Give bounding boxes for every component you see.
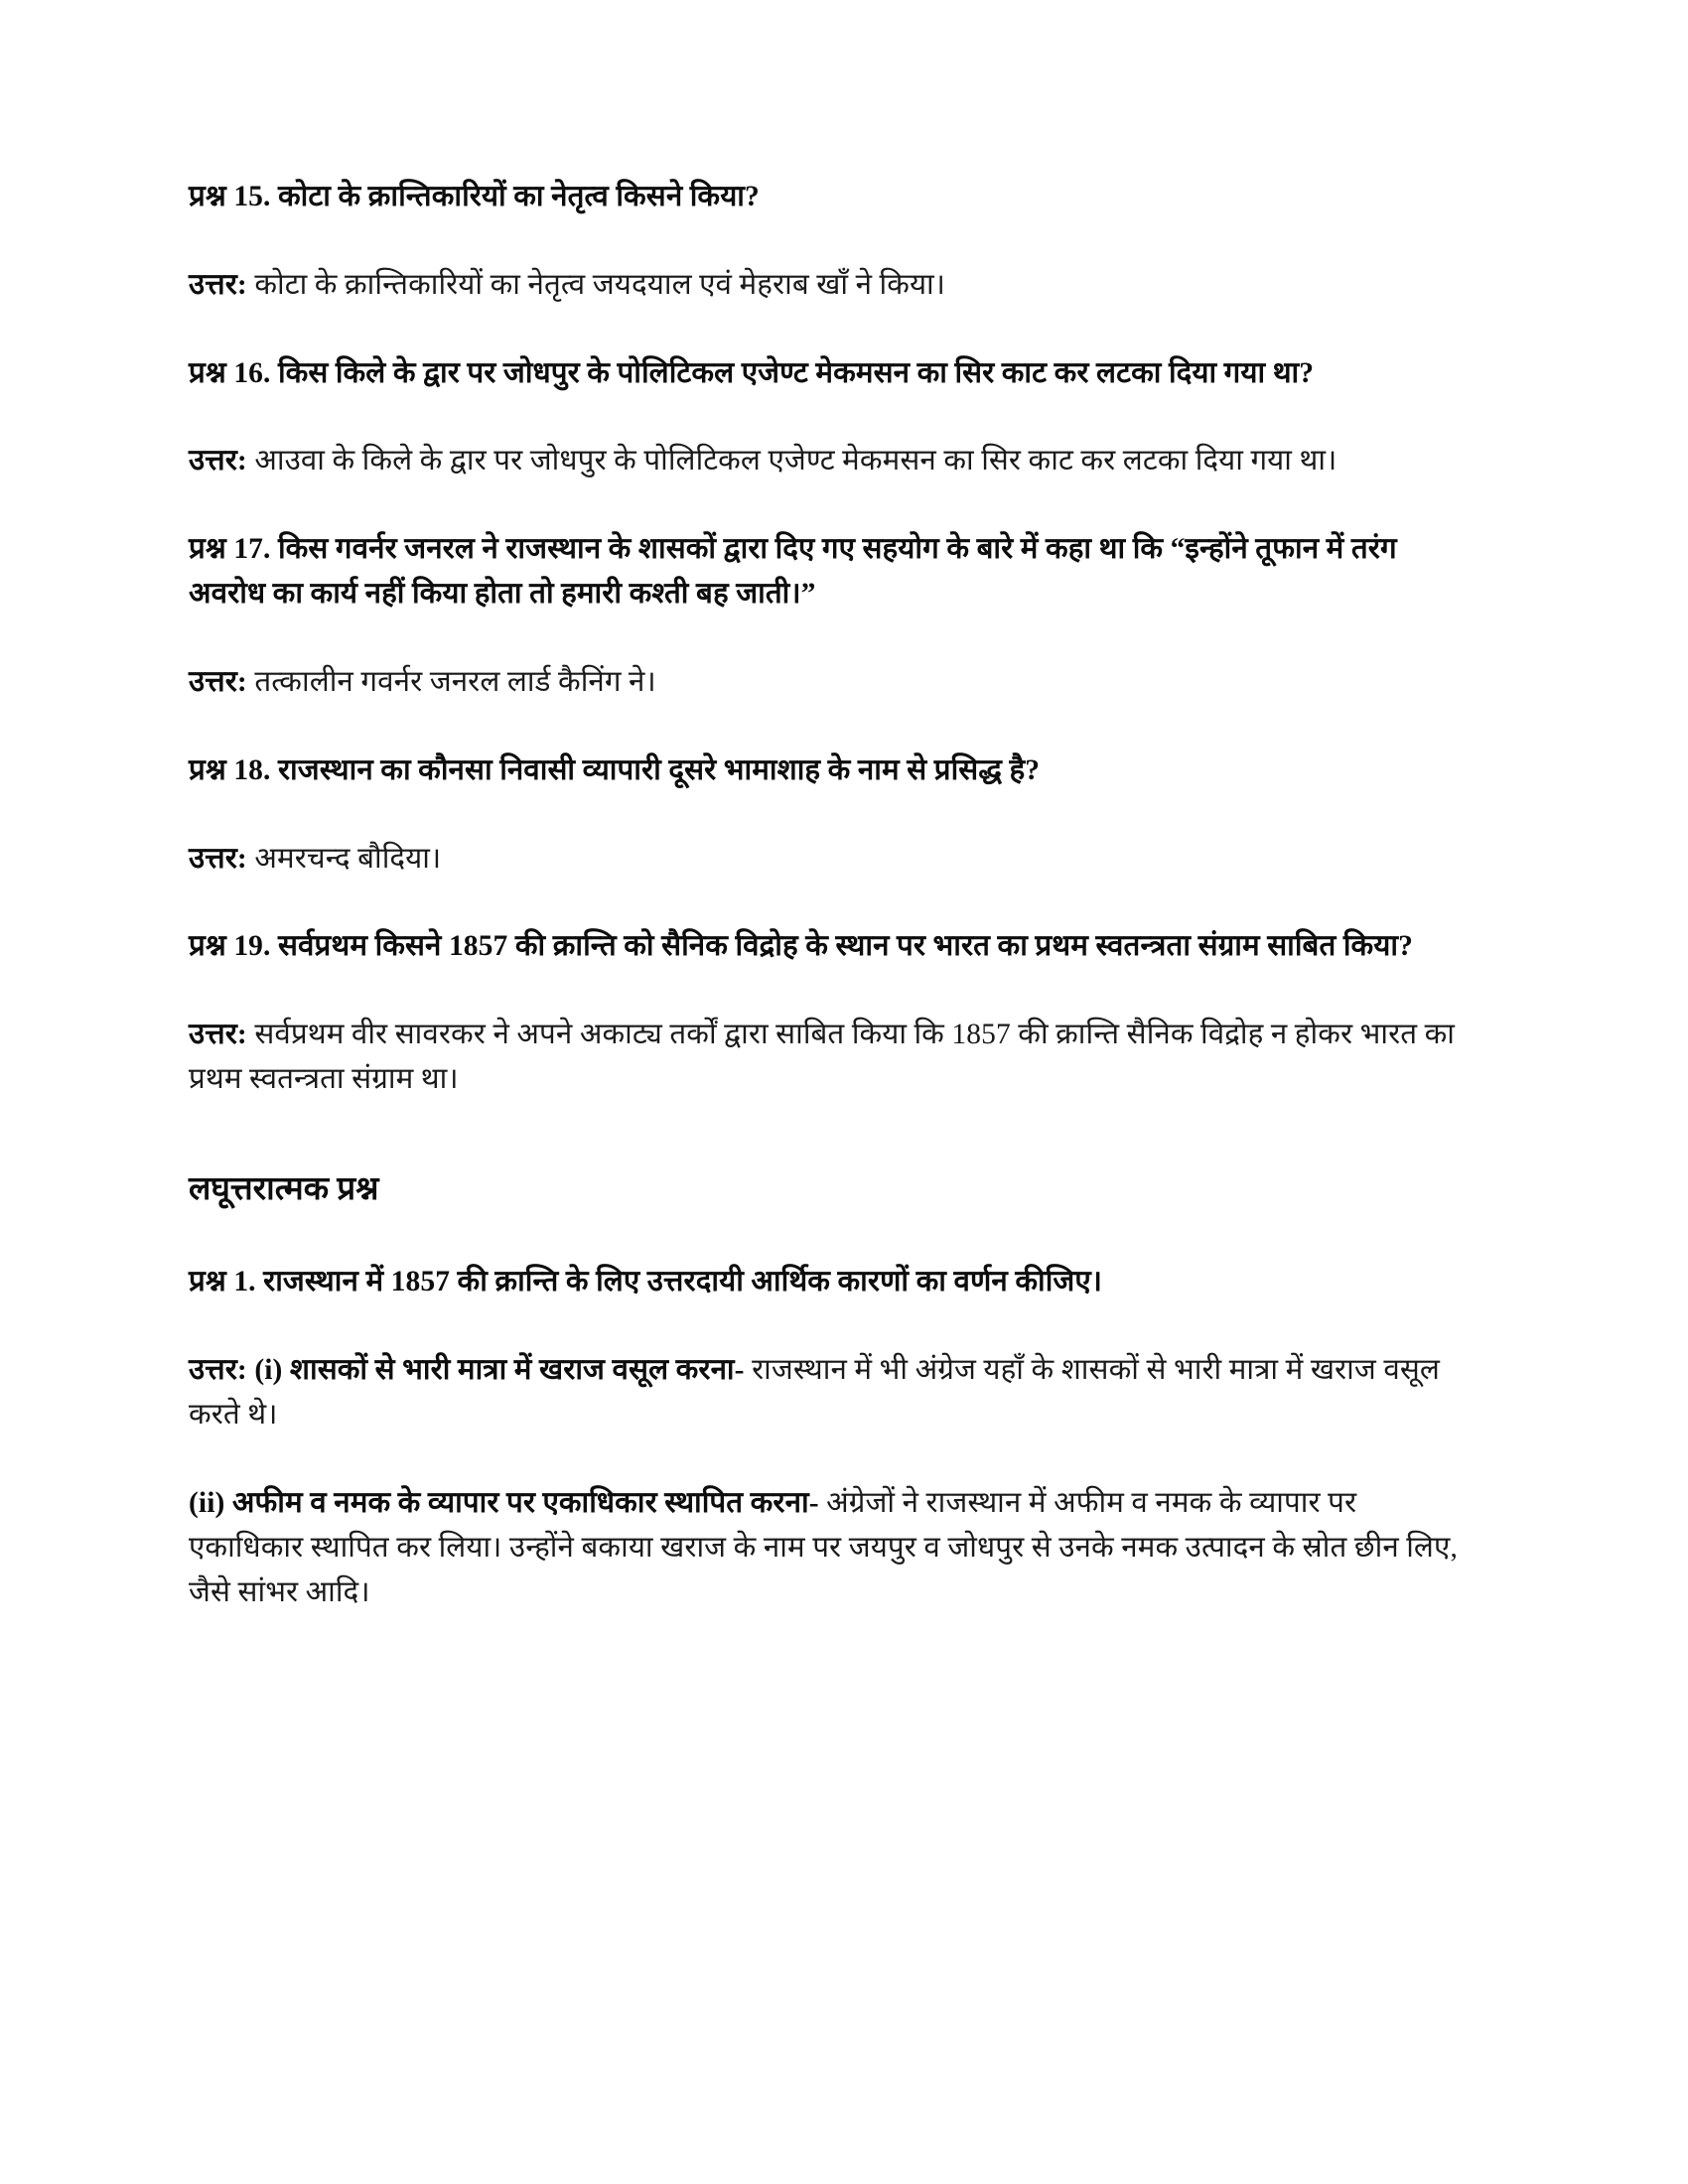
question-16-lead: प्रश्न 16. <box>189 356 271 389</box>
answer-1-point-i-lead: उत्तर: (i) शासकों से भारी मात्रा में खराज वसूल करना- <box>189 1354 745 1387</box>
question-18 <box>189 749 1470 793</box>
question-15-lead: प्रश्न 15. <box>189 181 271 212</box>
answer-18 <box>189 837 1470 882</box>
question-1-lead: प्रश्न 1. <box>189 1266 256 1298</box>
answer-1-point-i <box>189 1348 1470 1437</box>
answer-15-text: कोटा के क्रान्तिकारियों का नेतृत्व जयदयाल एवं मेहराब खाँ ने किया। <box>246 268 946 301</box>
answer-1-point-i-text: राजस्थान में भी अंग्रेज यहाँ के शासकों से भारी मात्रा में खराज वसूल करते थे। <box>189 1354 1440 1432</box>
answer-17-lead: उत्तर: <box>189 665 247 698</box>
section-heading-short-answer: लघूत्तरात्मक प्रश्न <box>189 1170 379 1207</box>
answer-16 <box>189 439 1470 483</box>
question-16 <box>189 351 1470 396</box>
answer-1-point-ii <box>189 1481 1470 1614</box>
page-content <box>189 175 1470 1614</box>
answer-18-lead: उत्तर: <box>189 842 247 875</box>
answer-16-text: आउवा के किले के द्वार पर जोधपुर के पोलिटिकल एजेण्ट मेकमसन का सिर काट कर लटका दिया गया था। <box>246 445 1337 478</box>
answer-17-text: तत्कालीन गवर्नर जनरल लार्ड कैनिंग ने। <box>246 665 656 698</box>
question-19-text: सर्वप्रथम किसने 1857 की क्रान्ति को सैनिक विद्रोह के स्थान पर भारत का प्रथम स्वतन्त्रता संग्राम साबित किया? <box>270 930 1413 963</box>
question-17 <box>189 527 1470 616</box>
question-17-lead: प्रश्न 17. <box>189 533 271 566</box>
answer-15 <box>189 263 1470 308</box>
question-1-text: राजस्थान में 1857 की क्रान्ति के लिए उत्तरदायी आर्थिक कारणों का वर्णन कीजिए। <box>255 1266 1103 1298</box>
answer-15-lead: उत्तर: <box>189 268 247 301</box>
question-18-text: राजस्थान का कौनसा निवासी व्यापारी दूसरे भामाशाह के नाम से प्रसिद्ध है? <box>270 753 1041 786</box>
question-19-lead: प्रश्न 19. <box>189 930 271 963</box>
answer-19-lead: उत्तर: <box>189 1019 247 1051</box>
question-1 <box>189 1260 1470 1304</box>
question-16-text: किस किले के द्वार पर जोधपुर के पोलिटिकल एजेण्ट मेकमसन का सिर काट कर लटका दिया गया था? <box>270 356 1315 389</box>
answer-16-lead: उत्तर: <box>189 445 247 478</box>
answer-18-text: अमरचन्द बौदिया। <box>246 842 442 875</box>
question-15 <box>189 175 1470 219</box>
question-15-text: कोटा के क्रान्तिकारियों का नेतृत्व किसने किया? <box>270 181 760 212</box>
question-18-lead: प्रश्न 18. <box>189 753 271 786</box>
answer-19-text: सर्वप्रथम वीर सावरकर ने अपने अकाट्य तर्कों द्वारा साबित किया कि 1857 की क्रान्ति सैनिक विद्रोह न होकर भारत का प्रथम स्वतन्त्रता संग्राम था। <box>189 1019 1456 1096</box>
question-19 <box>189 924 1470 969</box>
answer-1-point-ii-text: अंग्रेजों ने राजस्थान में अफीम व नमक के व्यापार पर एकाधिकार स्थापित कर लिया। उन्होंने बकाया खराज के नाम पर जयपुर व जोधपुर से उनके नमक उत्पादन के स्रोत छीन लिए, जैसे सांभर आदि। <box>189 1486 1458 1608</box>
question-17-text: किस गवर्नर जनरल ने राजस्थान के शासकों द्वारा दिए गए सहयोग के बारे में कहा था कि “इन्होंने तूफान में तरंग अवरोध का कार्य नहीं किया होता तो हमारी कश्ती बह जाती।” <box>189 533 1397 611</box>
answer-19 <box>189 1013 1470 1102</box>
answer-17 <box>189 660 1470 705</box>
answer-1-point-ii-lead: (ii) अफीम व नमक के व्यापार पर एकाधिकार स्थापित करना- <box>189 1486 819 1519</box>
